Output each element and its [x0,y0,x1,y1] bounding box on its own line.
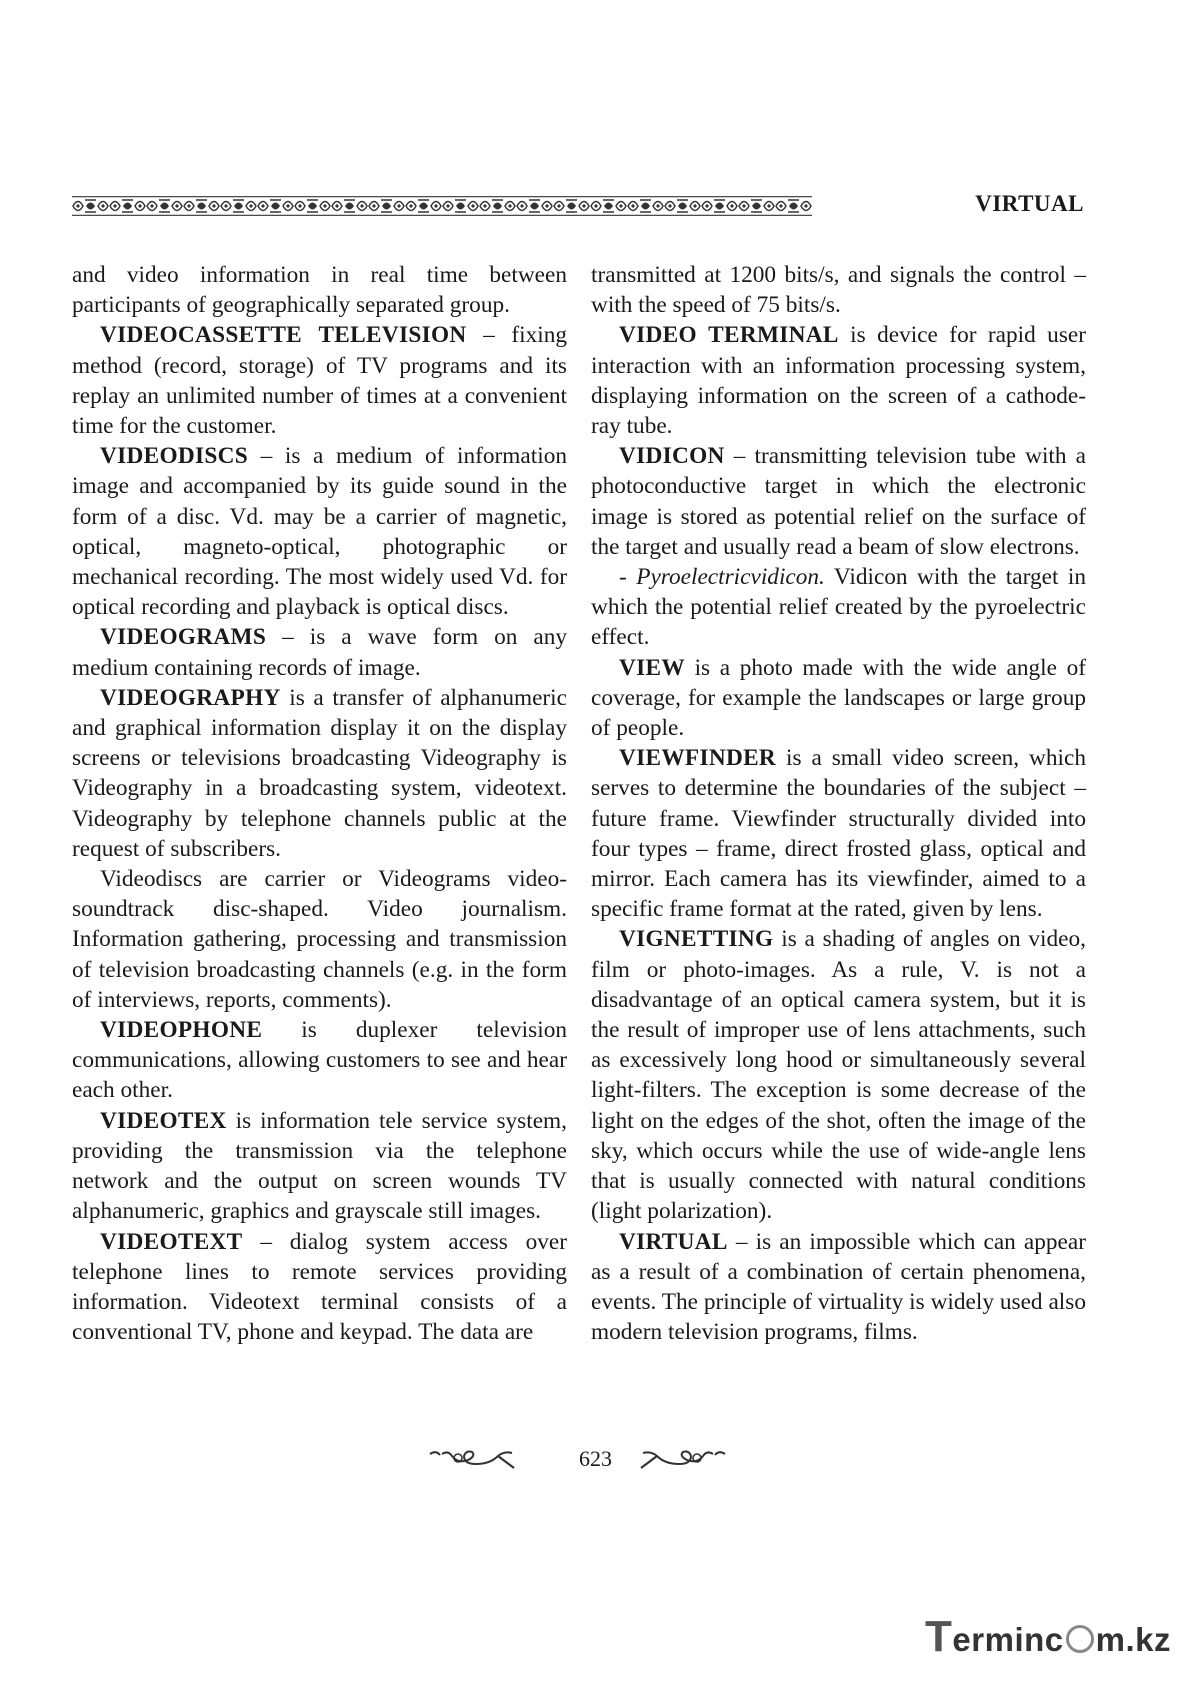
dictionary-entry [591,260,1086,320]
entry-definition: – transmitting television tube with a photoconductive target in which the electronic image is stored as potential relief on the surface of the target and usually read a beam of slow electrons. [591,443,1086,560]
entry-definition: – is a wave form on any medium containing records of image. [72,624,567,681]
dictionary-entry [72,864,567,1015]
dictionary-entry [591,441,1086,562]
entry-definition: is information tele service system, providing the transmission via the telephone network and the output on screen wounds TV alphanumeric, graphics and grayscale still images. [72,1107,567,1225]
entry-definition: is a small video screen, which serves to determine the boundaries of the subject – future frame. Viewfinder structurally divided into four types – frame, direct frosted glass, optical and mirror. Each camera has its viewfinder, aimed to a specific frame format at the rated, given by lens. [591,745,1086,923]
right-column [591,260,1086,1347]
entry-prefix: - [619,564,637,591]
dictionary-entry [72,1106,567,1227]
entry-definition: – is a medium of information image and accompanied by its guide sound in the form of a disc. Vd. may be a carrier of magnetic, optical, magneto-optical, photographic or mechanical recording. The most widely used Vd. for optical recording and playback is optical discs. [72,443,567,621]
entry-definition: is a transfer of alphanumeric and graphical information display it on the display screens or televisions broadcasting Videography is Videography in a broadcasting system, videotext. Videography by telephone channels public at the request of subscribers. [72,684,567,862]
entry-term: VIDEO TERMINAL [619,322,839,349]
entry-definition: Vidicon with the target in which the potential relief created by the pyroelectric effect. [591,564,1086,651]
page-footer [0,1442,1191,1482]
site-watermark [925,1612,1171,1661]
entry-term: VIRTUAL [619,1228,728,1255]
dictionary-entry [72,320,567,441]
entry-definition: is duplexer television communications, allowing customers to see and hear each other. [72,1017,567,1104]
dictionary-entry [72,1227,567,1348]
entry-subterm: Pyroelectricvidicon. [636,564,825,591]
entry-definition: is device for rapid user interaction with an information processing system, displaying information on the screen of a cathode-ray tube. [591,322,1086,440]
entry-term: VIDEOCASSETTE TELEVISION [100,322,467,349]
dictionary-entry [591,1227,1086,1348]
entry-term: VIDEOGRAMS [100,624,267,651]
entry-term: VIDEOPHONE [100,1017,263,1044]
dictionary-entry [72,260,567,320]
watermark-initial: T [925,1612,953,1661]
entry-term: VIDICON [619,443,725,470]
dictionary-entry [72,1015,567,1106]
dictionary-entry [591,562,1086,653]
entry-term: VIGNETTING [619,926,774,953]
entry-definition: – is an impossible which can appear as a result of a combination of certain phenomena, events. The principle of virtuality is widely used also modern television programs, films. [591,1228,1086,1346]
entry-definition: – dialog system access over telephone lines to remote services providing information. Videotext terminal consists of a conventional TV, phone and keypad. The data are [72,1228,567,1346]
dictionary-entry [72,441,567,622]
entry-definition: Videodiscs are carrier or Videograms video-soundtrack disc-shaped. Video journalism. Information gathering, processing and transmission of television broadcasting channels (e.g. in the form of interviews, reports, comments). [72,866,567,1013]
entry-term: VIDEOTEXT [100,1228,243,1255]
globe-icon [1066,1625,1094,1653]
dictionary-entry [591,653,1086,744]
left-column [72,260,567,1347]
entry-definition: – fixing method (record, storage) of TV programs and its replay an unlimited number of times at a convenient time for the customer. [72,322,567,440]
entry-definition: is a shading of angles on video, film or photo-images. As a rule, V. is not a disadvantage of an optical camera system, but it is the result of improper use of lens attachments, such as excessively long hood or simultaneously several light-filters. The exception is some decrease of the light on the edges of the shot, often the image of the sky, which occurs while the use of wide-angle lens that is usually connected with natural conditions (light polarization). [591,926,1086,1225]
page-header [72,188,1084,228]
entry-definition: transmitted at 1200 bits/s, and signals the control – with the speed of 75 bits/s. [591,262,1086,319]
running-head: VIRTUAL [975,191,1084,216]
dictionary-entry [591,743,1086,924]
entry-term: VIDEOTEX [100,1107,227,1134]
dictionary-entry [591,924,1086,1226]
entry-term: VIDEODISCS [100,443,249,470]
footer-ornament-right [637,1448,727,1470]
dictionary-entry [72,683,567,864]
entry-term: VIEW [619,654,685,681]
watermark-mid: erminc [952,1621,1064,1658]
dictionary-entry [591,320,1086,441]
ornament-band [72,196,812,216]
entry-term: VIEWFINDER [619,745,777,772]
dictionary-entry [72,622,567,682]
entry-term: VIDEOGRAPHY [100,684,281,711]
watermark-suffix: m.kz [1095,1621,1171,1658]
text-columns [72,260,1084,1410]
entry-definition: and video information in real time between participants of geographically separated group. [72,262,567,319]
entry-definition: is a photo made with the wide angle of coverage, for example the landscapes or large group of people. [591,654,1086,742]
page-number: 623 [579,1446,612,1471]
